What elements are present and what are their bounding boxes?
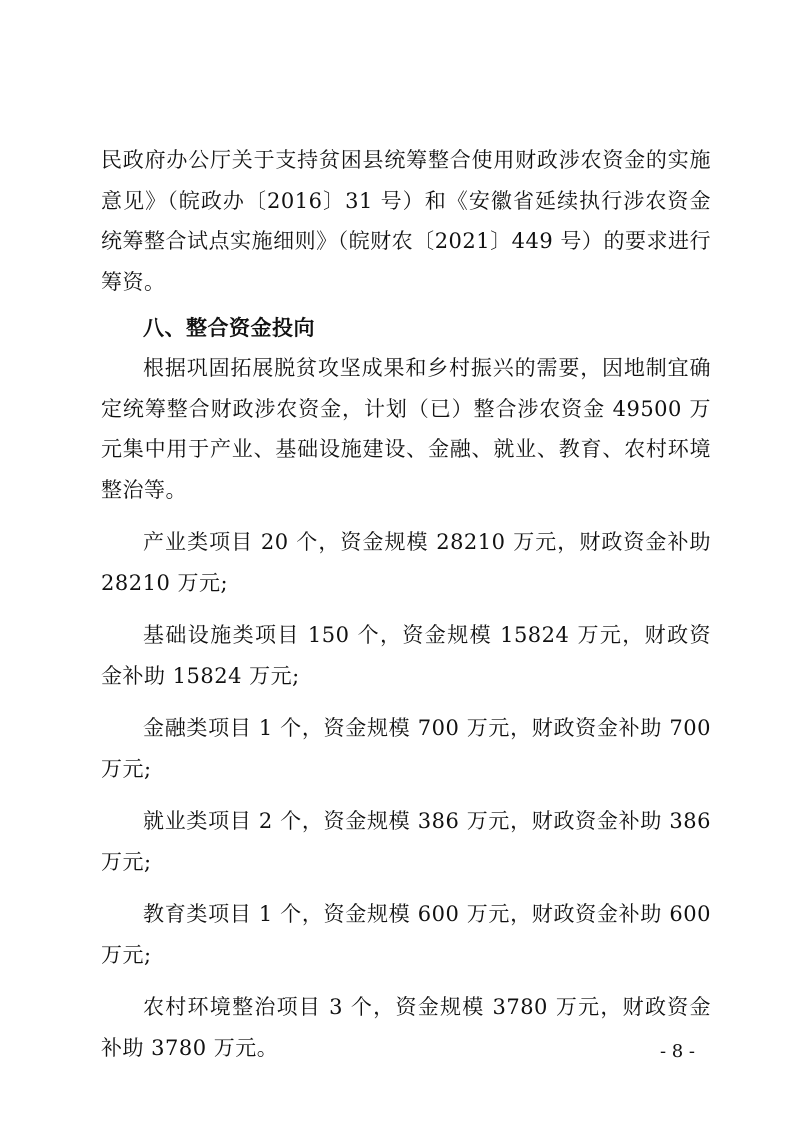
intro-paragraph: 根据巩固拓展脱贫攻坚成果和乡村振兴的需要，因地制宜确定统筹整合财政涉农资金，计划（已）整合涉农资金 49500 万元集中用于产业、基础设施建设、金融、就业、教育、农村环境整治等。 xyxy=(101,356,711,502)
item-finance: 金融类项目 1 个，资金规模 700 万元，财政资金补助 700 万元; xyxy=(101,716,711,781)
document-body xyxy=(101,140,711,1068)
item-employment: 就业类项目 2 个，资金规模 386 万元，财政资金补助 386 万元; xyxy=(101,809,711,874)
section-heading: 八、整合资金投向 xyxy=(143,316,315,340)
item-rural-environment: 农村环境整治项目 3 个，资金规模 3780 万元，财政资金补助 3780 万元。 xyxy=(101,995,711,1060)
continuation-paragraph: 民政府办公厅关于支持贫困县统筹整合使用财政涉农资金的实施意见》（皖政办〔2016〕31 号）和《安徽省延续执行涉农资金统筹整合试点实施细则》（皖财农〔2021〕449 号）的要求进行筹资。 xyxy=(101,148,711,294)
page-number: - 8 - xyxy=(659,1041,695,1062)
item-industry: 产业类项目 20 个，资金规模 28210 万元，财政资金补助 28210 万元; xyxy=(101,530,711,595)
item-infrastructure: 基础设施类项目 150 个，资金规模 15824 万元，财政资金补助 15824 万元; xyxy=(101,623,711,688)
item-education: 教育类项目 1 个，资金规模 600 万元，财政资金补助 600 万元; xyxy=(101,902,711,967)
